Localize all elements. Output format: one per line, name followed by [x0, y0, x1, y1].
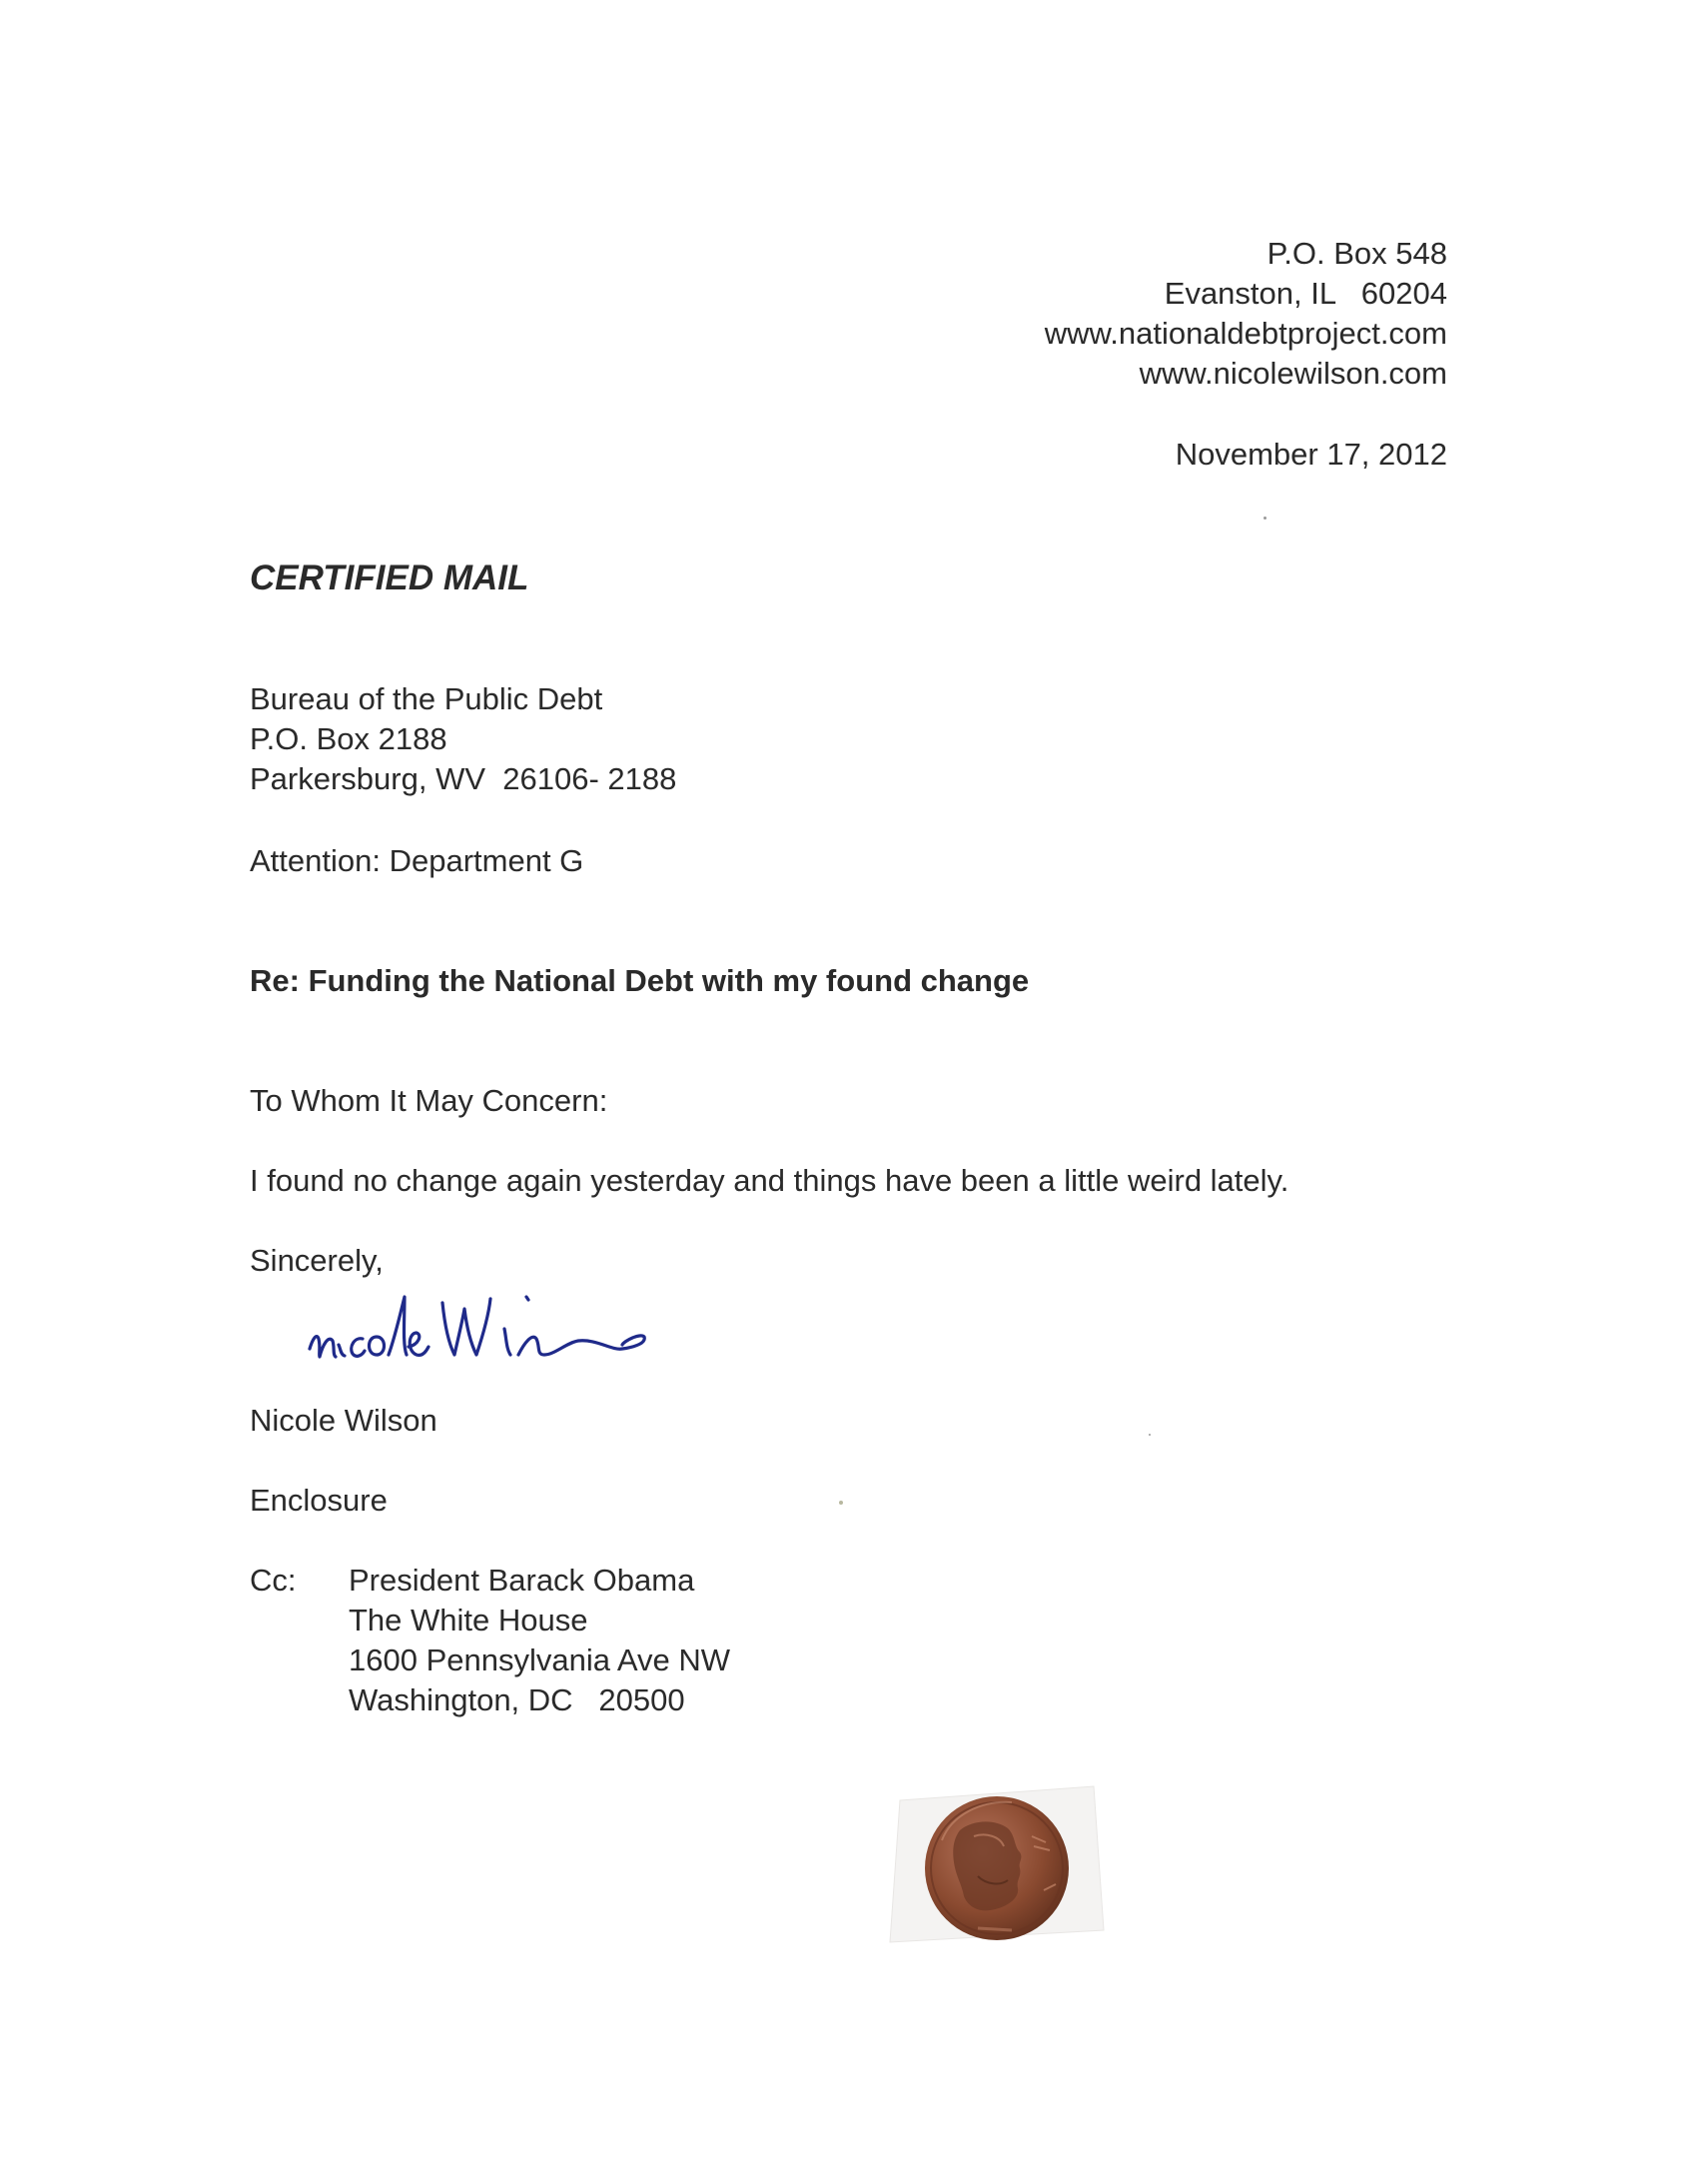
letter-date: November 17, 2012: [1175, 437, 1447, 472]
enclosure-note: Enclosure: [250, 1483, 388, 1518]
penny-image: [882, 1780, 1112, 1950]
letter-body: I found no change again yesterday and things have been a little weird lately.: [250, 1163, 1289, 1198]
handwritten-signature: [305, 1289, 669, 1384]
return-address-line: Evanston, IL 60204: [1164, 276, 1447, 311]
scan-speck: [1264, 517, 1267, 520]
return-address-website: www.nationaldebtproject.com: [1044, 316, 1447, 351]
recipient-line: P.O. Box 2188: [250, 721, 447, 756]
return-address-line: P.O. Box 548: [1267, 236, 1447, 271]
subject-line: Re: Funding the National Debt with my found change: [250, 963, 1030, 998]
certified-mail-heading: CERTIFIED MAIL: [250, 558, 529, 597]
salutation: To Whom It May Concern:: [250, 1083, 608, 1118]
return-address: [1045, 234, 1447, 394]
closing: Sincerely,: [250, 1243, 384, 1278]
recipient-line: Parkersburg, WV 26106- 2188: [250, 761, 677, 796]
cc-recipient: [349, 1561, 730, 1720]
cc-label: Cc:: [250, 1563, 297, 1598]
cc-line: The White House: [349, 1603, 588, 1638]
recipient-line: Bureau of the Public Debt: [250, 681, 603, 716]
return-address-website: www.nicolewilson.com: [1139, 356, 1447, 391]
cc-line: 1600 Pennsylvania Ave NW: [349, 1642, 730, 1677]
signer-name: Nicole Wilson: [250, 1403, 437, 1438]
scan-speck: [839, 1501, 843, 1505]
recipient-address: [250, 679, 676, 799]
attention-line: Attention: Department G: [250, 843, 584, 878]
cc-line: Washington, DC 20500: [349, 1682, 685, 1717]
scan-speck: [1149, 1434, 1151, 1436]
cc-line: President Barack Obama: [349, 1563, 695, 1598]
